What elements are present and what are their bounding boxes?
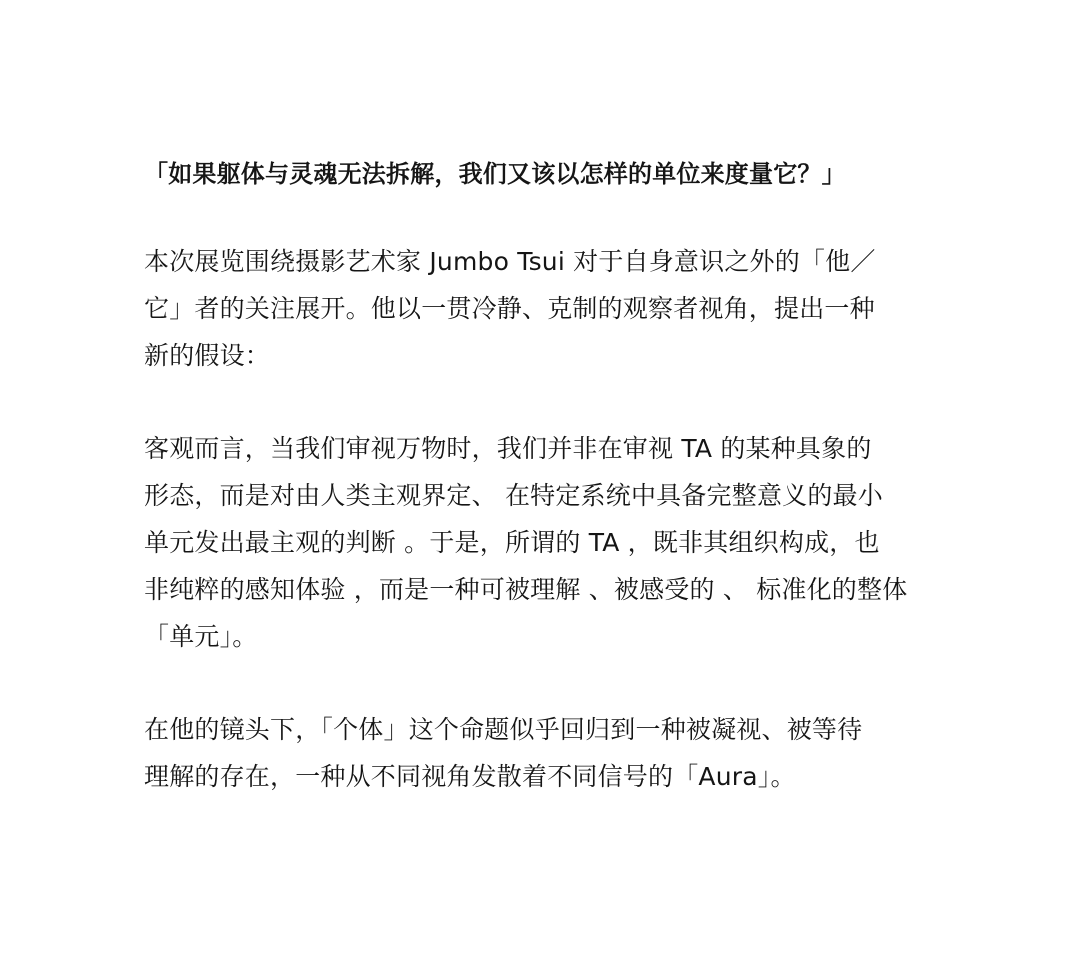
text-line: 理解的存在，一种从不同视角发散着不同信号的「Aura」。 xyxy=(144,762,796,791)
text-line: 本次展览围绕摄影艺术家 Jumbo Tsui 对于自身意识之外的「他／ xyxy=(144,247,876,276)
text-line: 非纯粹的感知体验 ，而是一种可被理解 、被感受的 、 标准化的整体 xyxy=(144,575,908,604)
text-line: 客观而言，当我们审视万物时，我们并非在审视 TA 的某种具象的 xyxy=(144,434,872,463)
text-line: 「单元」。 xyxy=(144,622,258,651)
text-line: 在他的镜头下，「个体」这个命题似乎回归到一种被凝视、被等待 xyxy=(144,715,863,744)
paragraph-intro xyxy=(144,238,944,379)
text-line: 新的假设： xyxy=(144,341,271,370)
text-line: 形态，而是对由人类主观界定、 在特定系统中具备完整意义的最小 xyxy=(144,481,883,510)
text-line: 单元发出最主观的判断 。于是，所谓的 TA ，既非其组织构成，也 xyxy=(144,528,880,557)
article-body xyxy=(144,150,944,846)
text-line: 它」者的关注展开。他以一贯冷静、克制的观察者视角，提出一种 xyxy=(144,294,875,323)
lede-quote: 「如果躯体与灵魂无法拆解，我们又该以怎样的单位来度量它？」 xyxy=(144,160,846,188)
paragraph-closing xyxy=(144,706,944,800)
paragraph-body xyxy=(144,425,944,660)
